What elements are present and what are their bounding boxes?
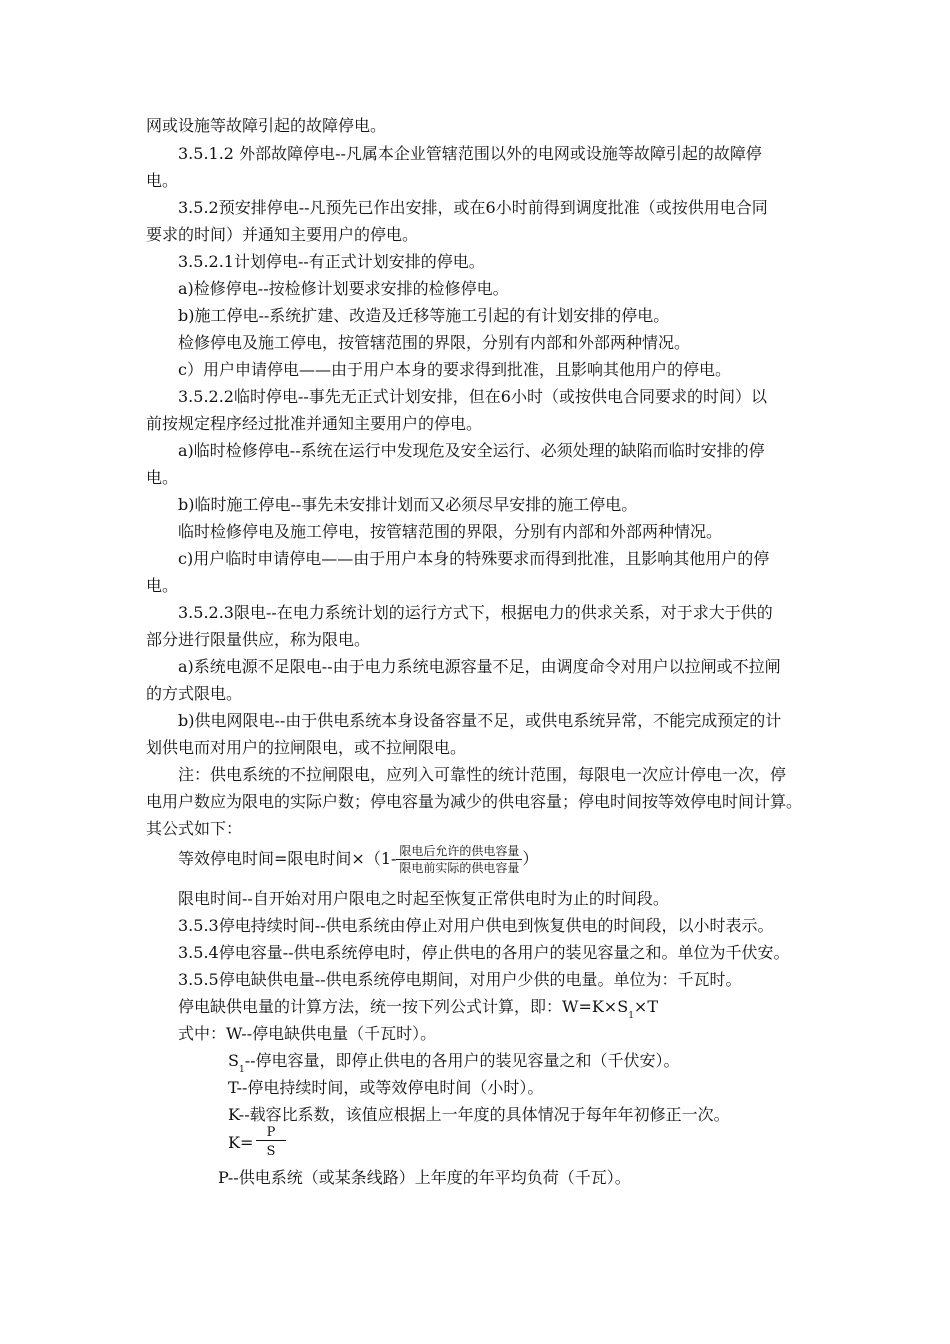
paragraph-line: 电。	[146, 576, 179, 595]
k-formula	[228, 1132, 253, 1154]
paragraph-line: 3.5.2.3限电--在电力系统计划的运行方式下，根据电力的供求关系，对于求大于供的	[178, 603, 773, 622]
paragraph-line: 其公式如下：	[146, 819, 243, 838]
paragraph-line: a)检修停电--按检修计划要求安排的检修停电。	[178, 279, 509, 298]
paragraph-line: 3.5.5停电缺供电量--供电系统停电期间，对用户少供的电量。单位为：千瓦时。	[178, 970, 742, 989]
formula-text: ×T	[633, 997, 658, 1016]
k-formula-numerator: P	[256, 1126, 286, 1141]
paragraph-line: 要求的时间）并通知主要用户的停电。	[146, 225, 419, 244]
paragraph-line: 式中：W--停电缺供电量（千瓦时）。	[178, 1024, 437, 1043]
paragraph-line: 3.5.4停电容量--供电系统停电时，停止供电的各用户的装见容量之和。单位为千伏安。	[178, 943, 790, 962]
paragraph-line: 部分进行限量供应，称为限电。	[146, 630, 371, 649]
formula-prefix: K=	[228, 1133, 254, 1152]
formula-numerator: 限电后允许的供电容量	[396, 844, 522, 860]
formula-text: 停电缺供电量的计算方法，统一按下列公式计算，即：W=K×S	[178, 997, 629, 1016]
paragraph-line: a)临时检修停电--系统在运行中发现危及安全运行、必须处理的缺陷而临时安排的停	[178, 441, 765, 460]
paragraph-line: 3.5.1.2 外部故障停电--凡属本企业管辖范围以外的电网或设施等故障引起的故障停	[178, 144, 762, 163]
paragraph-line: 注：供电系统的不拉闸限电，应列入可靠性的统计范围，每限电一次应计停电一次，停	[178, 765, 787, 784]
paragraph-line: 3.5.2预安排停电--凡预先已作出安排，或在6小时前得到调度批准（或按供用电合同	[178, 198, 768, 217]
subscript: 1	[628, 1011, 634, 1021]
paragraph-line: b)临时施工停电--事先未安排计划而又必须尽早安排的施工停电。	[178, 495, 638, 514]
definition-text: --停电容量，即停止供电的各用户的装见容量之和（千伏安）。	[244, 1051, 680, 1070]
formula-denominator: 限电前实际的供电容量	[399, 861, 520, 875]
paragraph-line: 电。	[146, 171, 179, 190]
symbol-text: S	[228, 1051, 239, 1070]
paragraph-line: T--停电持续时间，或等效停电时间（小时）。	[228, 1078, 544, 1097]
paragraph-line: 临时检修停电及施工停电，按管辖范围的界限，分别有内部和外部两种情况。	[178, 522, 723, 541]
paragraph-line: K--载容比系数，该值应根据上一年度的具体情况于每年年初修正一次。	[228, 1105, 730, 1124]
formula-suffix: ）	[522, 849, 539, 868]
paragraph-line: P--供电系统（或某条线路）上年度的年平均负荷（千瓦）。	[218, 1168, 631, 1187]
paragraph-line: b)供电网限电--由于供电系统本身设备容量不足，或供电系统异常，不能完成预定的计	[178, 711, 782, 730]
paragraph-line: 检修停电及施工停电，按管辖范围的界限，分别有内部和外部两种情况。	[178, 333, 691, 352]
paragraph-line: 电。	[146, 468, 179, 487]
paragraph-line: 3.5.2.2临时停电--事先无正式计划安排，但在6小时（或按供电合同要求的时间）以	[178, 387, 767, 406]
paragraph-line	[178, 996, 658, 1021]
formula-fraction	[396, 844, 522, 875]
subscript: 1	[238, 1065, 245, 1075]
paragraph-line: b)施工停电--系统扩建、改造及迁移等施工引起的有计划安排的停电。	[178, 306, 670, 325]
formula-prefix: 等效停电时间=限电时间×（1-	[178, 849, 397, 868]
paragraph-line: 前按规定程序经过批准并通知主要用户的停电。	[146, 414, 483, 433]
paragraph-line: c)用户临时申请停电——由于用户本身的特殊要求而得到批准，且影响其他用户的停	[178, 549, 770, 568]
paragraph-line: c）用户申请停电——由于用户本身的要求得到批准，且影响其他用户的停电。	[178, 360, 731, 379]
paragraph-line: 划供电而对用户的拉闸限电，或不拉闸限电。	[146, 738, 467, 757]
paragraph-line: a)系统电源不足限电--由于电力系统电源容量不足，由调度命令对用户以拉闸或不拉闸	[178, 657, 781, 676]
paragraph-line: 网或设施等故障引起的故障停电。	[146, 116, 387, 135]
paragraph-line: 3.5.2.1计划停电--有正式计划安排的停电。	[178, 252, 485, 271]
paragraph-line: 电用户数应为限电的实际户数；停电容量为减少的供电容量；停电时间按等效停电时间计算。	[146, 792, 803, 811]
paragraph-line: 的方式限电。	[146, 684, 243, 703]
paragraph-line: 3.5.3停电持续时间--供电系统由停止对用户供电到恢复供电的时间段，以小时表示。	[178, 916, 774, 935]
equivalent-outage-formula	[178, 844, 538, 875]
paragraph-line: 限电时间--自开始对用户限电之时起至恢复正常供电时为止的时间段。	[178, 889, 669, 908]
paragraph-line	[228, 1050, 680, 1075]
k-formula-denominator: S	[266, 1144, 276, 1159]
